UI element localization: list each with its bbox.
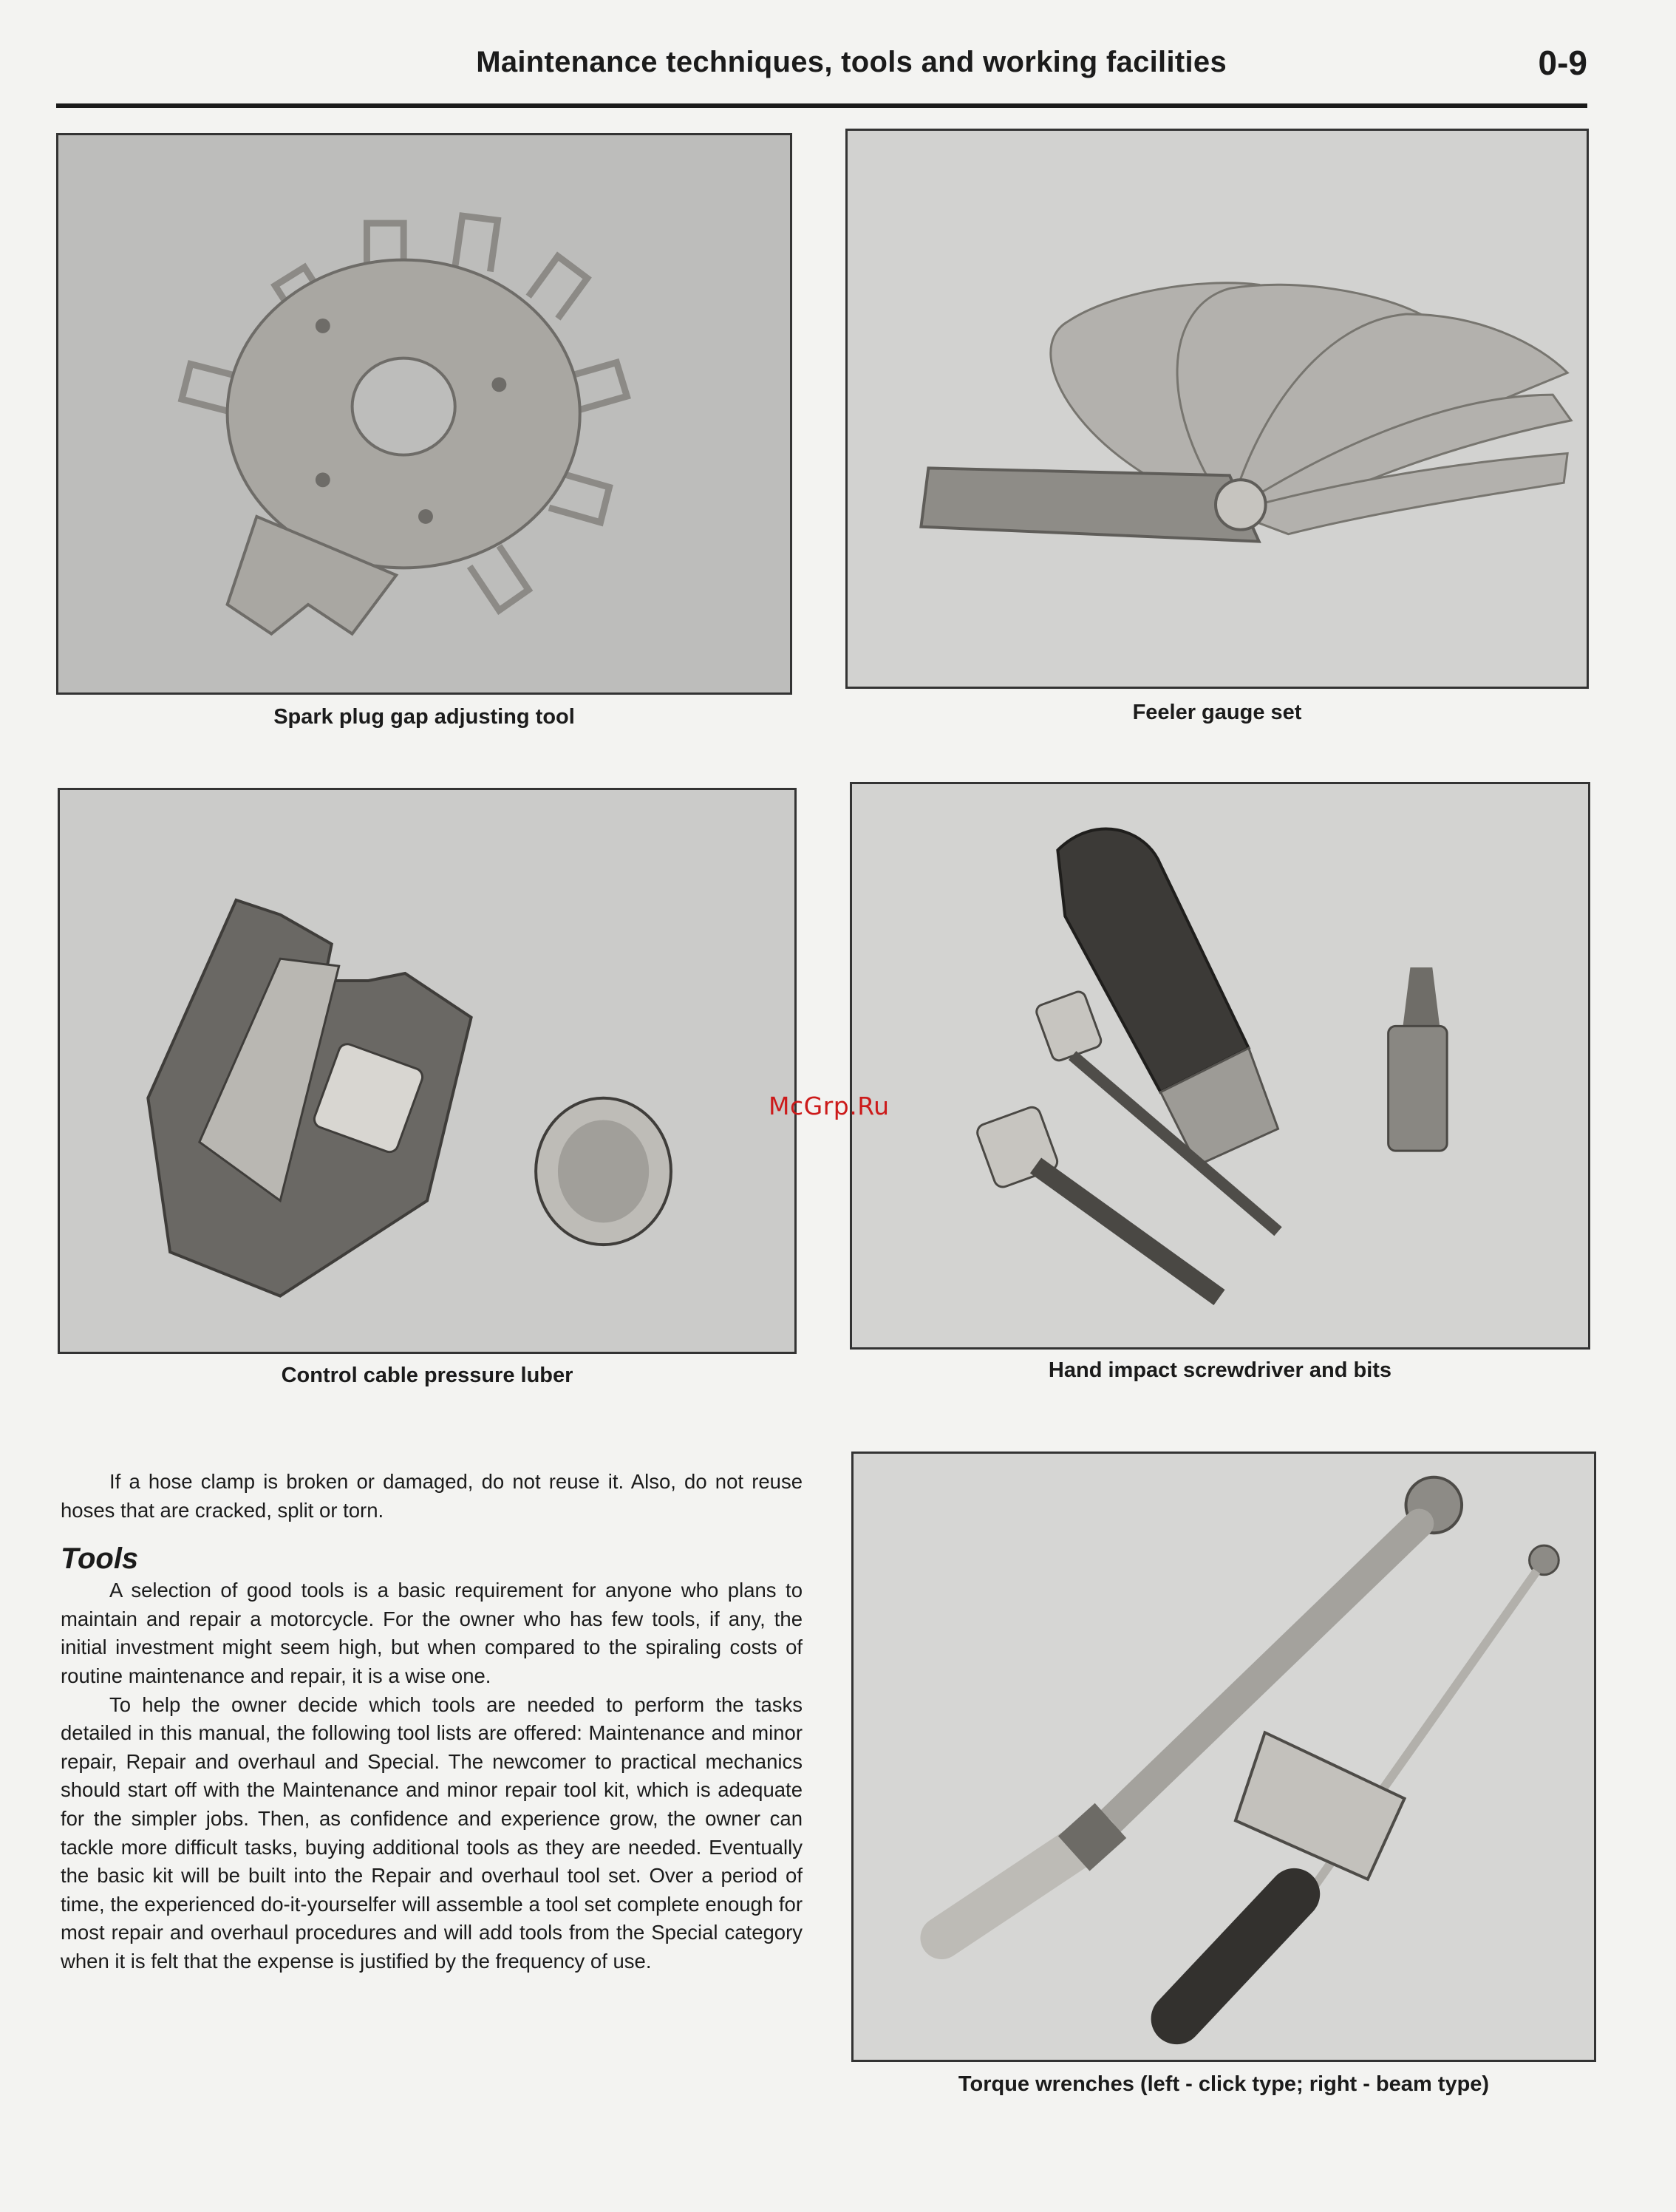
intro-paragraph: If a hose clamp is broken or damaged, do not reuse it. Also, do not reuse hoses that are cracked, split or torn.: [61, 1470, 803, 1522]
tools-paragraph-1: A selection of good tools is a basic requirement for anyone who plans to maintain and repair a motorcycle. For the owner who has few tools, if any, the initial investment might seem high, but when compared to the spiraling costs of routine maintenance and repair, it is a wise one.: [61, 1579, 803, 1687]
body-text-column: [61, 1468, 803, 1976]
cable-luber-photo: [58, 788, 797, 1354]
header-rule: [56, 103, 1587, 108]
watermark: McGrp.Ru: [769, 1092, 890, 1120]
spark-plug-gap-tool-photo: [56, 133, 792, 695]
figure-caption: Feeler gauge set: [1132, 701, 1302, 724]
page-header-title: Maintenance techniques, tools and working facilities: [476, 46, 1227, 78]
figure-caption: Hand impact screwdriver and bits: [1048, 1358, 1392, 1382]
figure-caption: Spark plug gap adjusting tool: [273, 705, 575, 729]
impact-screwdriver-photo: [850, 782, 1590, 1350]
section-heading-tools: Tools: [61, 1542, 139, 1576]
figure-caption: Torque wrenches (left - click type; right - beam type): [958, 2072, 1490, 2096]
feeler-gauge-photo: [845, 129, 1589, 689]
torque-wrenches-photo: [851, 1452, 1596, 2062]
page-number: 0-9: [1538, 44, 1587, 82]
figure-caption: Control cable pressure luber: [281, 1364, 573, 1387]
tools-paragraph-2: To help the owner decide which tools are needed to perform the tasks detailed in this manual, the following tool lists are offered: Maintenance and minor repair, Repair and overhaul and Special. The newcomer to practical mechanics should start off with the Maintenance and minor repair tool kit, which is adequate for the simpler jobs. Then, as confidence and experience grow, the owner can tackle more difficult tasks, buying additional tools as they are needed. Eventually the basic kit will be built into the Repair and overhaul tool set. Over a period of time, the experienced do-it-yourselfer will assemble a tool set complete enough for most repair and overhaul procedures and will add tools from the Special category when it is felt that the expense is justified by the frequency of use.: [61, 1692, 803, 1973]
